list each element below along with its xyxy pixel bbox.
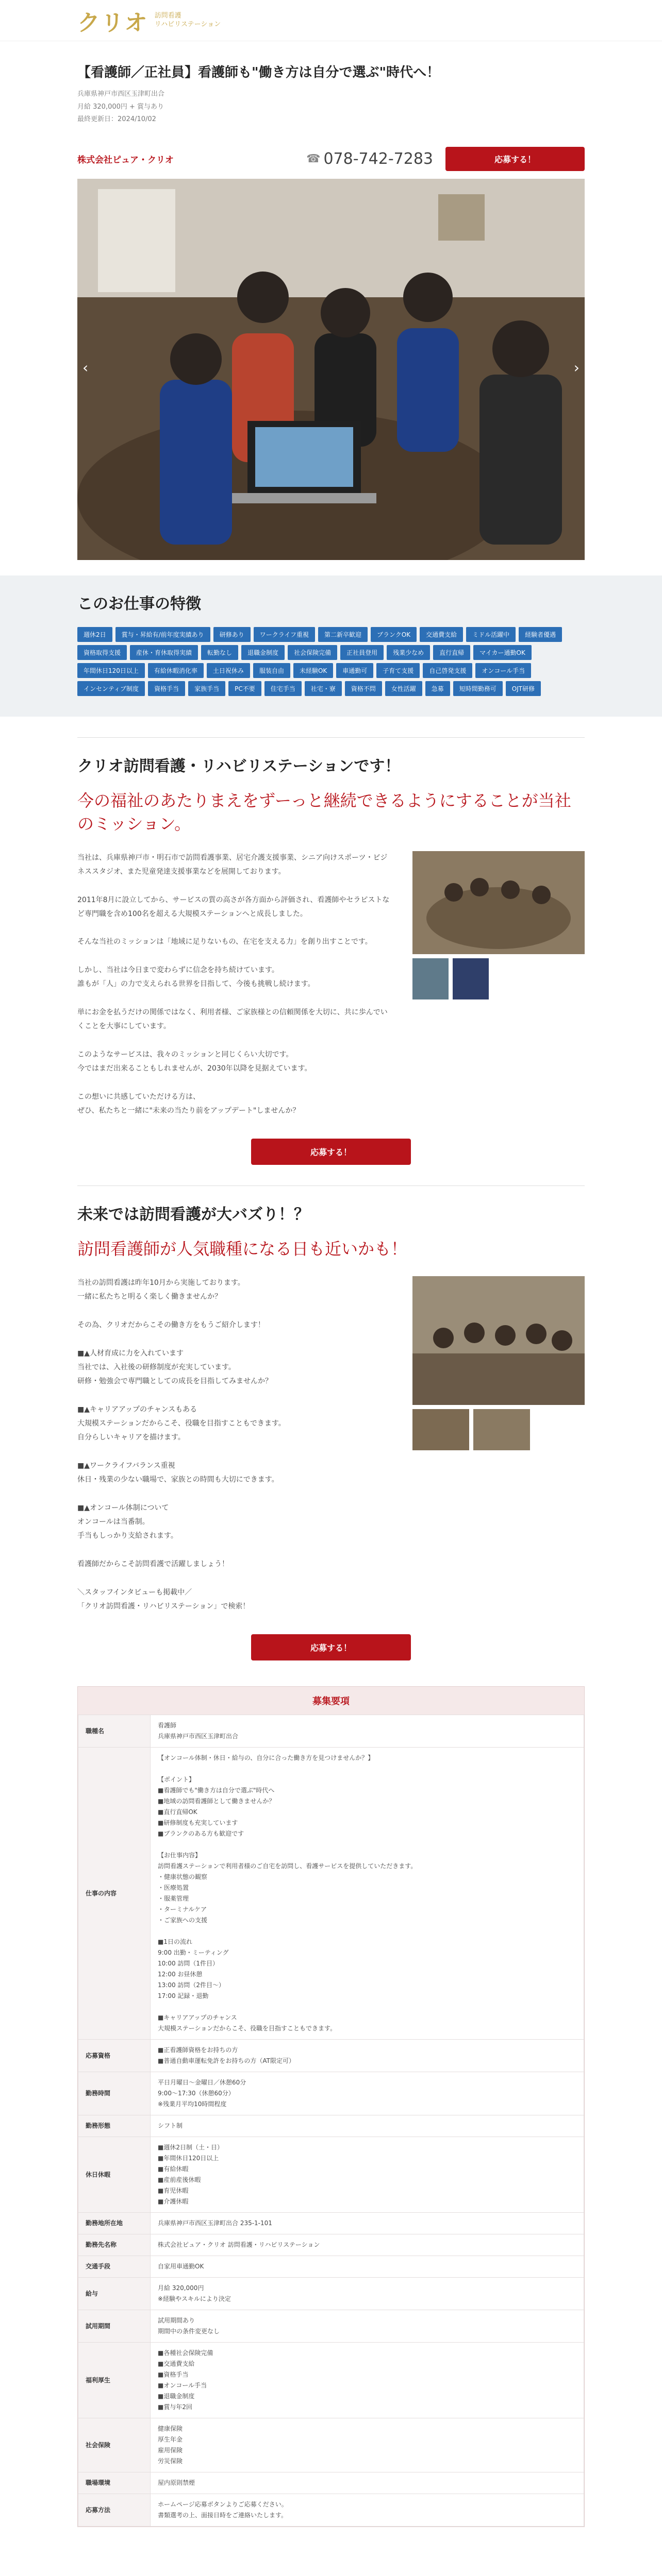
company-contact: [306, 147, 585, 171]
row-label: 福利厚生: [78, 2343, 151, 2418]
site-header: [0, 0, 662, 41]
feature-tag: 正社員登用: [340, 645, 384, 660]
feature-tag: 自己啓発支援: [423, 663, 472, 678]
feature-tag: マイカー通勤OK: [473, 645, 532, 660]
feature-tag: 週休2日: [77, 627, 112, 642]
hero-photo-illustration: [77, 179, 585, 560]
phone-text: 078-742-7283: [323, 149, 433, 168]
intro-section: [0, 717, 662, 1165]
row-label: 休日休暇: [78, 2137, 151, 2213]
row-label: 応募方法: [78, 2494, 151, 2527]
intro-subheading: 今の福祉のあたりまえをずーっと継続できるようにすることが当社のミッション。: [77, 791, 571, 834]
feature-tag: 車通勤可: [336, 663, 373, 678]
row-value: 試用期間あり 期間中の条件変更なし: [151, 2310, 584, 2343]
recruit-section: [77, 1686, 585, 2527]
row-value: 平日月曜日〜金曜日／休憩60分 9:00〜17:30（休憩60分） ※残業月平均10時間程度: [151, 2072, 584, 2115]
table-row: [78, 2343, 584, 2418]
row-value: 健康保険 厚生年金 雇用保険 労災保険: [151, 2418, 584, 2472]
intro-thumbs: [412, 958, 585, 999]
carousel-prev-icon[interactable]: ‹: [82, 359, 89, 377]
intro-body: [77, 851, 585, 1118]
row-value: 兵庫県神戸市西区玉津町出合 235-1-101: [151, 2213, 584, 2234]
phone-number[interactable]: [306, 150, 433, 168]
future-heading: 未来では訪問看護が大バズり！？: [77, 1185, 585, 1224]
feature-tag: PC不要: [228, 681, 261, 696]
feature-tag: 交通費支給: [420, 627, 463, 642]
future-photo-art: [412, 1276, 585, 1405]
row-label: 給与: [78, 2278, 151, 2310]
feature-tag: 転勤なし: [201, 645, 238, 660]
row-label: 社会保険: [78, 2418, 151, 2472]
brand-logo[interactable]: クリオ: [77, 9, 148, 36]
intro-heading: クリオ訪問看護・リハビリステーションです！: [77, 737, 585, 776]
table-row: [78, 2213, 584, 2234]
row-value: ■週休2日制（土・日） ■年間休日120日以上 ■有給休暇 ■産前産後休暇 ■育児休暇 ■介護休暇: [151, 2137, 584, 2213]
job-salary: 月給 320,000円 + 賞与あり: [77, 103, 164, 111]
recruit-table: [78, 1715, 584, 2527]
row-label: 勤務形態: [78, 2115, 151, 2137]
future-photo-main: [412, 1276, 585, 1405]
feature-tag: ワークライフ重視: [254, 627, 315, 642]
hero-photo: [77, 179, 585, 560]
future-section: [0, 1165, 662, 1660]
brand-tagline-2: リハビリステーション: [154, 20, 221, 28]
apply-button-top[interactable]: 応募する！: [445, 147, 585, 171]
row-label: 勤務時間: [78, 2072, 151, 2115]
feature-tags: [77, 627, 585, 696]
carousel-next-icon[interactable]: ›: [573, 359, 580, 377]
feature-tag: 資格不問: [345, 681, 382, 696]
table-row: [78, 2040, 584, 2072]
row-label: 勤務先名称: [78, 2234, 151, 2256]
row-label: 仕事の内容: [78, 1748, 151, 2040]
feature-tag: 有給休暇消化率: [148, 663, 204, 678]
feature-tag: 未経験OK: [293, 663, 333, 678]
recruit-heading: 募集要項: [78, 1687, 584, 1715]
future-text: 当社の訪問看護は昨年10月から実施しております。 一緒に私たちと明るく楽しく働きませんか？ その為、クリオだからこその働き方をもうご紹介します！ ■▲人材育成に力を入れています 当社では、入社後の研修制度が充実しています。 研修・勉強会で専門職としての成長を目指してみませんか？ ■▲キャリアアップのチャンスもある 大規模ステーションだからこそ、役職を目指すこともできます。 自分らしいキャリアを描けます。 ■▲ワークライフバランス重視 休日・残業の少ない職場で、家族との時間も大切にできます。 ■▲オンコール体制について オンコールは当番制。 手当もしっかり支給されます。 看護師だからこそ訪問看護で活躍しましょう！ ＼スタッフインタビューも掲載中／ 「クリオ訪問看護・リハビリステーション」で検索！: [77, 1279, 286, 1611]
row-value: 屋内原則禁煙: [151, 2472, 584, 2494]
brand-tagline: [155, 12, 221, 29]
table-row: [78, 2137, 584, 2213]
phone-icon: ☎: [306, 152, 321, 165]
row-label: 交通手段: [78, 2256, 151, 2278]
feature-tag: 賞与・昇給有/前年度実績あり: [115, 627, 210, 642]
row-value: ホームページ応募ボタンよりご応募ください。 書類選考の上、面接日時をご連絡いたします。: [151, 2494, 584, 2527]
feature-tag: 子育て支援: [376, 663, 420, 678]
future-thumbs: [412, 1409, 585, 1450]
feature-tag: 社会保険完備: [288, 645, 337, 660]
row-value: 株式会社ピュア・クリオ 訪問看護・リハビリステーション: [151, 2234, 584, 2256]
row-label: 職場環境: [78, 2472, 151, 2494]
feature-tag: 家族手当: [188, 681, 225, 696]
row-value: シフト制: [151, 2115, 584, 2137]
features-section: [0, 575, 662, 717]
intro-photo-art: [412, 851, 585, 954]
table-row: [78, 2072, 584, 2115]
job-meta: [77, 88, 585, 126]
future-thumb[interactable]: [473, 1409, 530, 1450]
feature-tag: 服装自由: [253, 663, 290, 678]
feature-tag: インセンティブ制度: [77, 681, 145, 696]
row-label: 勤務地所在地: [78, 2213, 151, 2234]
feature-tag: 年間休日120日以上: [77, 663, 145, 678]
feature-tag: 経験者優遇: [519, 627, 562, 642]
brand-tagline-1: 訪問看護: [154, 11, 181, 20]
table-row: [78, 1748, 584, 2040]
job-title: 【看護師／正社員】看護師も"働き方は自分で選ぶ"時代へ！: [77, 65, 440, 80]
table-row: [78, 1715, 584, 1748]
row-label: 応募資格: [78, 2040, 151, 2072]
apply-button-intro[interactable]: 応募する！: [251, 1139, 411, 1165]
table-row: [78, 2418, 584, 2472]
feature-tag: 直行直帰: [433, 645, 470, 660]
future-images: [412, 1276, 585, 1614]
feature-tag: 資格取得支援: [77, 645, 127, 660]
feature-tag: 資格手当: [148, 681, 185, 696]
feature-tag: オンコール手当: [475, 663, 531, 678]
feature-tag: ミドル活躍中: [466, 627, 516, 642]
feature-tag: 住宅手当: [264, 681, 302, 696]
table-row: [78, 2234, 584, 2256]
table-row: [78, 2472, 584, 2494]
row-value: 【オンコール体制・休日・給与の、自分に合った働き方を見つけませんか？】 【ポイント】 ■看護師でも"働き方は自分で選ぶ"時代へ ■地域の訪問看護師として働きませんか？ ■直行直帰OK ■研修制度も充実しています ■ブランクのある方も歓迎です 【お仕事内容】 訪問看護ステーションで利用者様のご自宅を訪問し、看護サービスを提供していただきます。 ・健康状態の観察 ・医療処置 ・服薬管理 ・ターミナルケア ・ご家族への支援 ■1日の流れ 9:00 出勤・ミーティング 10:00 訪問（1件目） 12:00 お昼休憩 13:00 訪問（2件目〜） 17:00 記録・退勤 ■キャリアアップのチャンス 大規模ステーションだからこそ、役職を目指すこともできます。: [151, 1748, 584, 2040]
feature-tag: 退職金制度: [241, 645, 285, 660]
table-row: [78, 2494, 584, 2527]
row-value: 自家用車通勤OK: [151, 2256, 584, 2278]
feature-tag: 研修あり: [213, 627, 251, 642]
feature-tag: 短時間勤務可: [453, 681, 503, 696]
row-label: 職種名: [78, 1715, 151, 1748]
future-subheading: 訪問看護師が人気職種になる日も近いかも！: [77, 1239, 408, 1259]
table-row: [78, 2256, 584, 2278]
feature-tag: 社宅・寮: [305, 681, 342, 696]
job-updated: 最終更新日：2024/10/02: [77, 115, 156, 124]
table-row: [78, 2278, 584, 2310]
job-location: 兵庫県神戸市西区玉津町出合: [77, 90, 165, 98]
future-body: [77, 1276, 585, 1614]
features-heading: このお仕事の特徴: [77, 595, 201, 614]
intro-thumb[interactable]: [453, 958, 489, 999]
row-value: ■正看護師資格をお持ちの方 ■普通自動車運転免許をお持ちの方（AT限定可）: [151, 2040, 584, 2072]
row-value: 看護師 兵庫県神戸市西区玉津町出合: [151, 1715, 584, 1748]
future-thumb[interactable]: [412, 1409, 469, 1450]
company-name[interactable]: 株式会社ピュア・クリオ: [77, 155, 174, 165]
feature-tag: ブランクOK: [371, 627, 417, 642]
apply-button-future[interactable]: 応募する！: [251, 1634, 411, 1660]
feature-tag: OJT研修: [506, 681, 541, 696]
intro-photo-main: [412, 851, 585, 954]
row-label: 試用期間: [78, 2310, 151, 2343]
job-summary: [0, 41, 662, 126]
feature-tag: 急募: [425, 681, 450, 696]
intro-images: [412, 851, 585, 1118]
row-value: 月給 320,000円 ※経験やスキルにより決定: [151, 2278, 584, 2310]
feature-tag: 女性活躍: [385, 681, 422, 696]
table-row: [78, 2310, 584, 2343]
company-bar: [77, 147, 585, 171]
feature-tag: 産休・育休取得実績: [130, 645, 198, 660]
feature-tag: 第二新卒歓迎: [318, 627, 368, 642]
feature-tag: 土日祝休み: [207, 663, 250, 678]
intro-thumb[interactable]: [412, 958, 449, 999]
intro-text: 当社は、兵庫県神戸市・明石市で訪問看護事業、居宅介護支援事業、シニア向けスポーツ・ビジネススタジオ、また児童発達支援事業などを展開しております。 2011年8月に設立してから、サービスの質の高さが各方面から評価され、看護師やセラピストなど専門職を含め100名を超える大規模ステーションへと成長しました。 そんな当社のミッションは「地域に足りないもの、在宅を支える力」を創り出すことです。 しかし、当社は今日まで変わらずに信念を持ち続けています。 誰もが「人」の力で支えられる世界を目指して、今後も挑戦し続けます。 単にお金を払うだけの関係ではなく、利用者様、ご家族様との信頼関係を大切に、共に歩んでいくことを大事にしています。 このようなサービスは、我々のミッションと同じくらい大切です。 今ではまだ出来ることもしれませんが、2030年以降を見据えています。 この想いに共感していただける方は、 ぜひ、私たちと一緒に"未来の当たり前をアップデート"しませんか？: [77, 853, 390, 1115]
table-row: [78, 2115, 584, 2137]
feature-tag: 残業少なめ: [387, 645, 430, 660]
row-value: ■各種社会保険完備 ■交通費支給 ■資格手当 ■オンコール手当 ■退職金制度 ■賞与年2回: [151, 2343, 584, 2418]
